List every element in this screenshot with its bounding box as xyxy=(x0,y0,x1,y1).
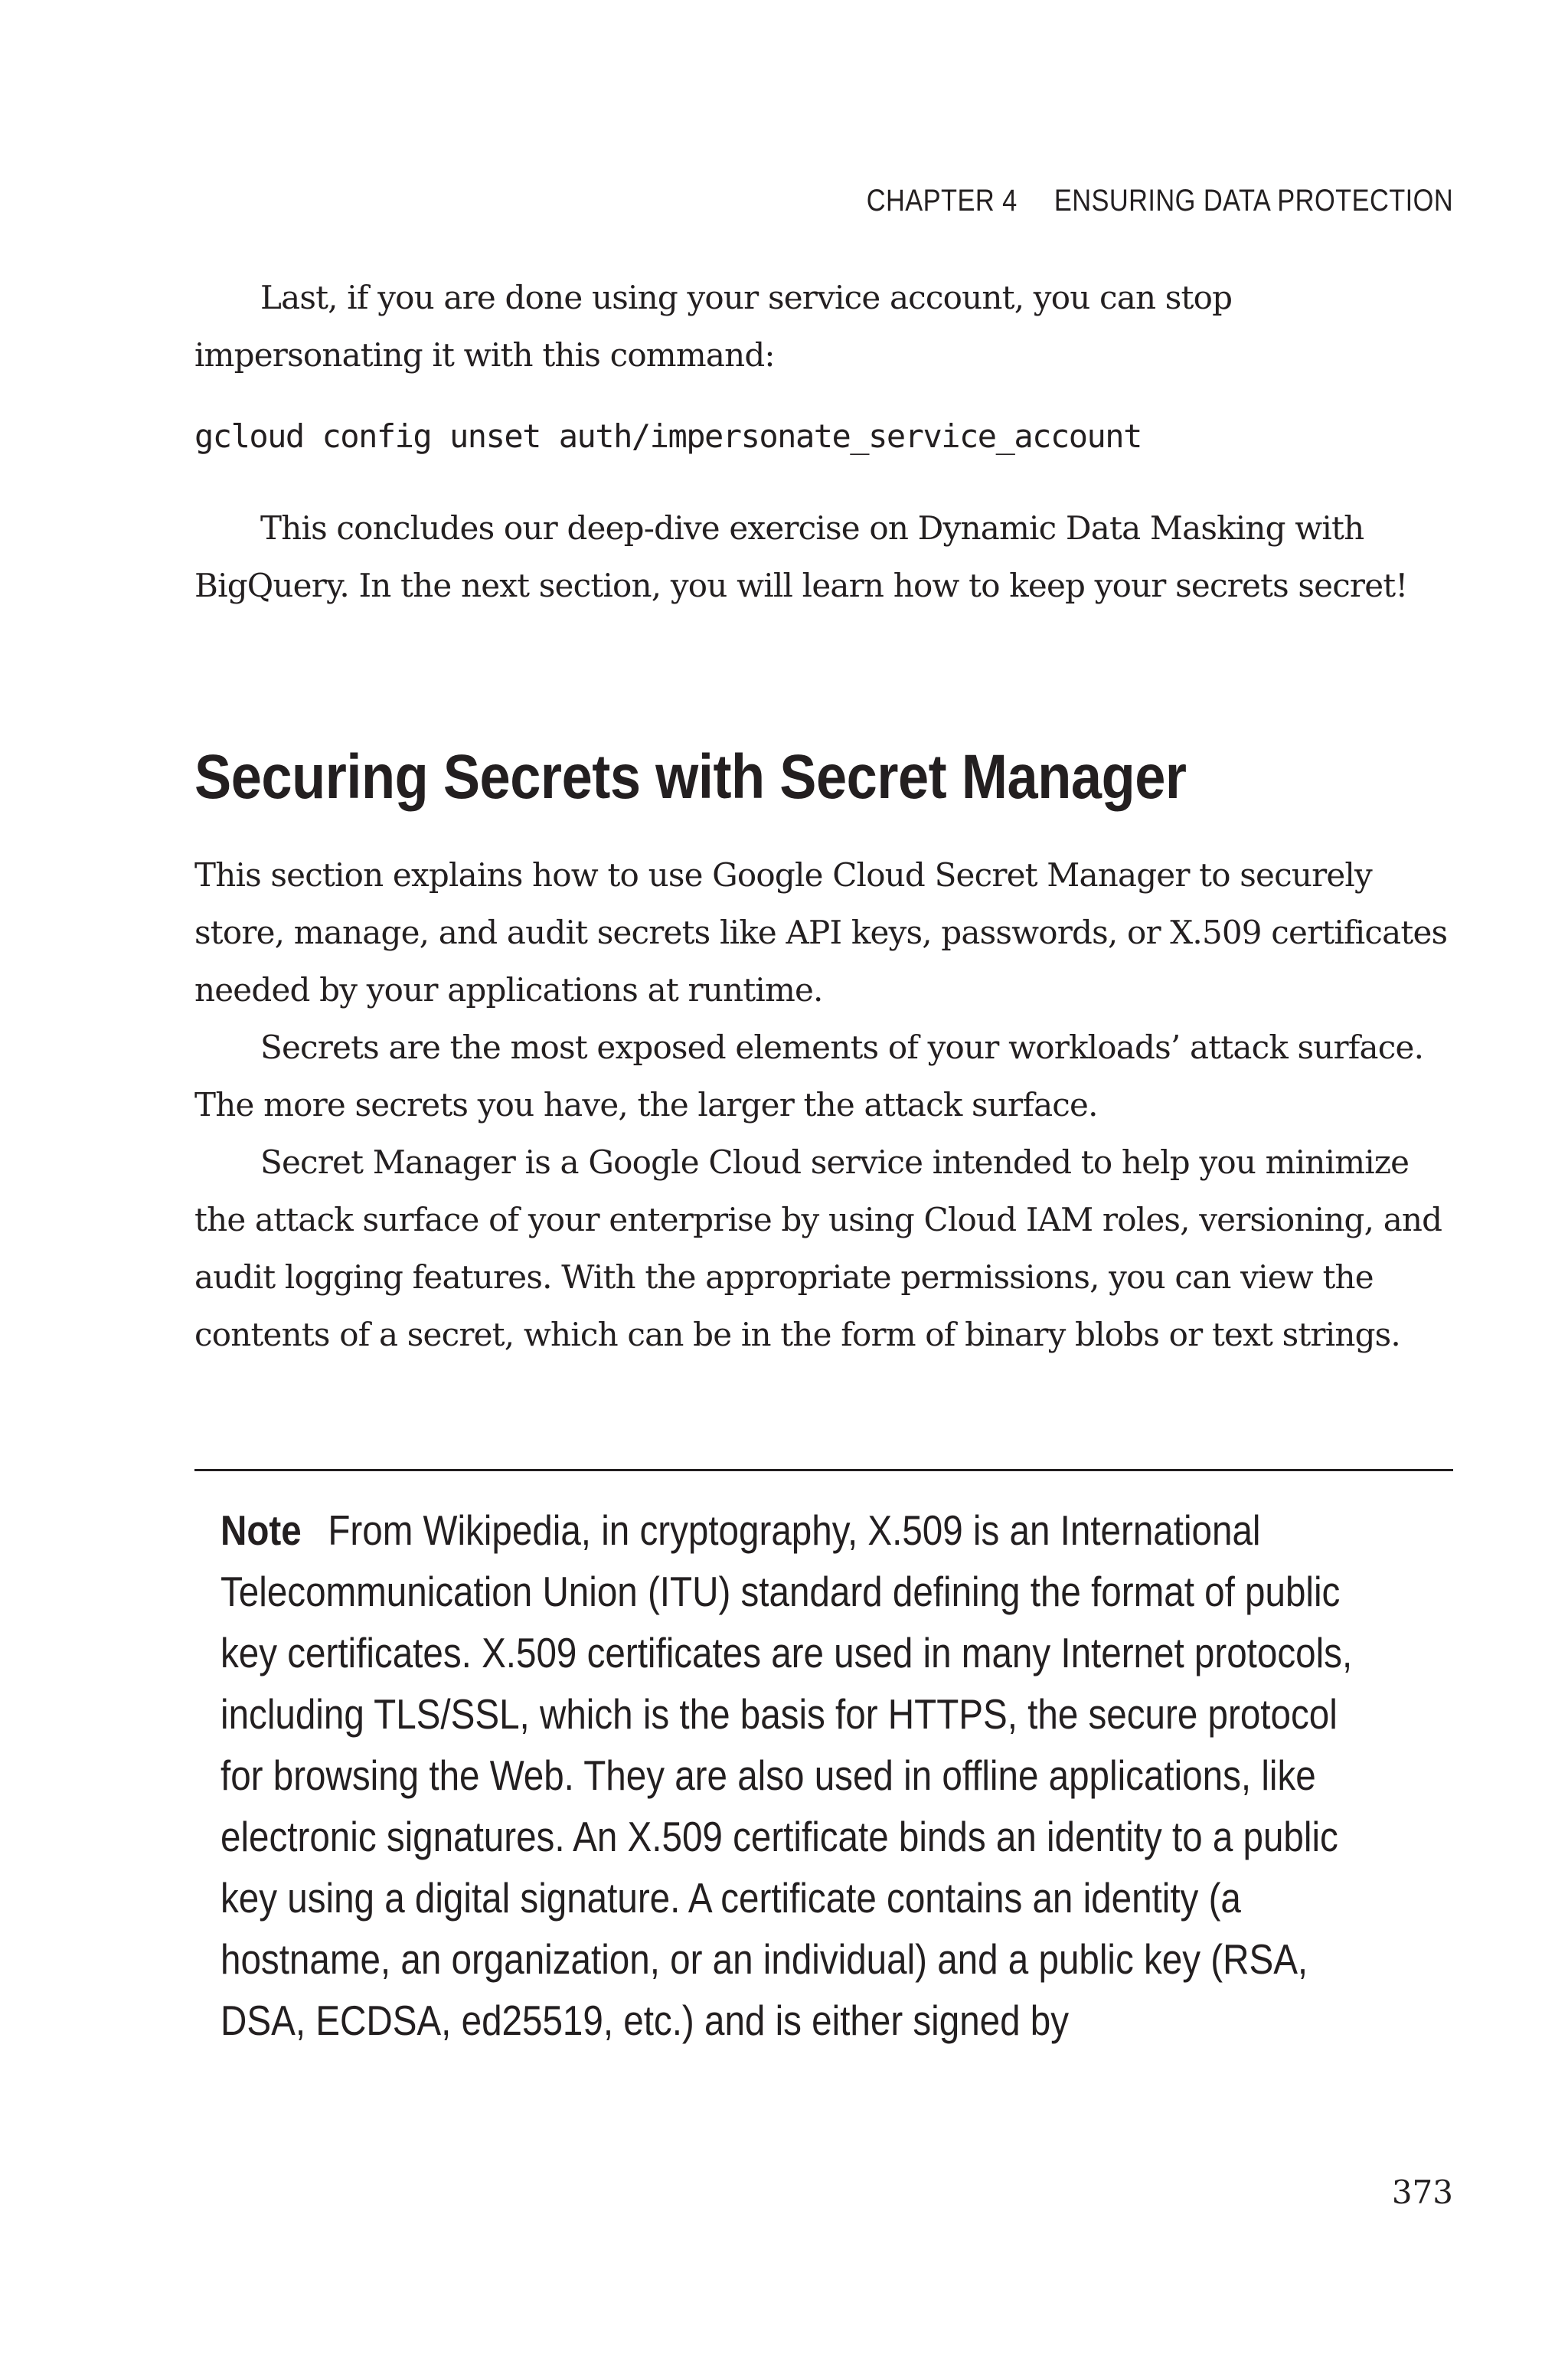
intro-paragraph-1: Last, if you are done using your service account, you can stop impersonating it with this command: xyxy=(194,279,1233,374)
code-command: gcloud config unset auth/impersonate_service_account xyxy=(194,417,1142,455)
section-paragraph-3: Secret Manager is a Google Cloud service intended to help you minimize the attack surface of your enterprise by using Cloud IAM roles, versioning, and audit logging features. With the appropriate permissions, you can view the contents of a secret, which can be in the form of binary blobs or text strings. xyxy=(194,1143,1442,1353)
section-body xyxy=(194,846,1450,1363)
running-head-chapter: CHAPTER 4 xyxy=(866,184,1018,218)
intro-block-1 xyxy=(194,269,1450,384)
intro-block-2 xyxy=(194,499,1450,614)
note-label: Note xyxy=(220,1506,302,1554)
section-paragraph-2: Secrets are the most exposed elements of your workloads’ attack surface. The more secrets you have, the larger the attack surface. xyxy=(194,1029,1424,1124)
running-head xyxy=(867,184,1453,218)
page-number: 373 xyxy=(1391,2174,1453,2211)
note-box xyxy=(220,1500,1386,2051)
section-heading: Securing Secrets with Secret Manager xyxy=(194,742,1187,812)
intro-paragraph-2: This concludes our deep-dive exercise on Dynamic Data Masking with BigQuery. In the next section, you will learn how to keep your secrets secret! xyxy=(194,509,1408,604)
running-head-title: ENSURING DATA PROTECTION xyxy=(1054,184,1453,218)
note-divider xyxy=(194,1469,1453,1471)
note-text: From Wikipedia, in cryptography, X.509 is an International Telecommunication Union (ITU) standard defining the format of public key certificates. X.509 certificates are used in many Internet protocols, including TLS/SSL, which is the basis for HTTPS, the secure protocol for browsing the Web. They are also used in offline applications, like electronic signatures. An X.509 certificate binds an identity to a public key using a digital signature. A certificate contains an identity (a hostname, an organization, or an individual) and a public key (RSA, DSA, ECDSA, ed25519, etc.) and is either signed by xyxy=(220,1506,1353,2044)
section-paragraph-1: This section explains how to use Google Cloud Secret Manager to securely store, manage, and audit secrets like API keys, passwords, or X.509 certificates needed by your applications at runtime. xyxy=(194,856,1448,1009)
